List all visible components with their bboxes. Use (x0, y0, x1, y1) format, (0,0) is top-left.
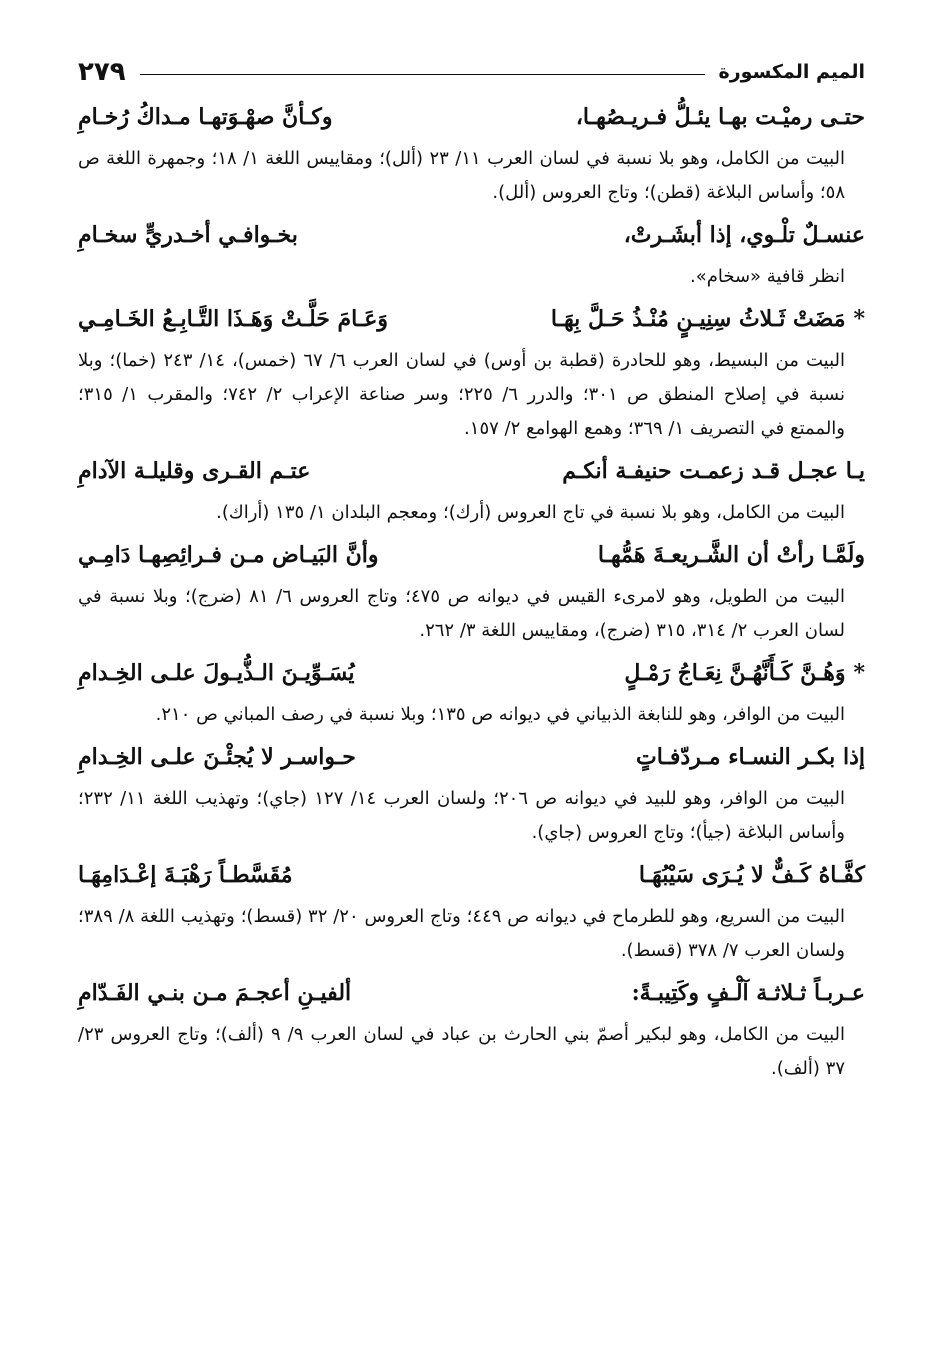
section-title: الميم المكسورة (718, 61, 865, 83)
citation-note: البيت من الكامل، وهو بلا نسبة في تاج العروس (أرك)؛ ومعجم البلدان ١/ ١٣٥ (أراك). (216, 502, 845, 523)
verse-line (78, 210, 865, 260)
first-hemistich-group (624, 222, 865, 248)
first-hemistich: مَضَتْ ثَـلاثُ سِنِيـنٍ مُنْـذُ حَـلَّ بِهَـا (550, 306, 846, 332)
entry (78, 732, 865, 850)
entry (78, 210, 865, 294)
verse-line (78, 92, 865, 142)
first-hemistich-group (598, 542, 865, 568)
citation-note: البيت من السريع، وهو للطرماح في ديوانه ص ٤٤٩؛ وتاج العروس ٢٠/ ٣٢ (قسط)؛ وتهذيب اللغة ٨/ ٣٨٩؛ ولسان العرب ٧/ ٣٧٨ (قسط). (78, 906, 845, 961)
verse-line (78, 968, 865, 1018)
page-number: ٢٧٩ (78, 57, 126, 87)
citation-note: البيت من الكامل، وهو لبكير أصمّ بني الحارث بن عباد في لسان العرب ٩/ ٩ (ألف)؛ وتاج العروس ٢٣/ ٣٧ (ألف). (78, 1024, 846, 1079)
second-hemistich: عتـم القـرى وقليلـة الآدامِ (78, 458, 311, 484)
citation-note: البيت من الكامل، وهو بلا نسبة في لسان العرب ١١/ ٢٣ (ألل)؛ ومقاييس اللغة ١/ ١٨؛ وجمهرة اللغة ص ٥٨؛ وأساس البلاغة (قطن)؛ وتاج العروس (ألل). (78, 148, 845, 203)
first-hemistich: عـربـاً ثـلاثـة آلْـفٍ وكَتِيبـةً: (631, 980, 865, 1006)
first-hemistich: يـا عجـل قـد زعمـت حنيفـة أنكـم (562, 458, 865, 484)
second-hemistich: حـواسـر لا يُجئْـنَ علـى الخِـدامِ (78, 744, 356, 770)
entry (78, 294, 865, 446)
entries-list (78, 92, 865, 1086)
verse-line (78, 446, 865, 496)
first-hemistich: حتـى رميْـت بهـا يئـلُّ فـريـصُهـا، (575, 104, 865, 130)
first-hemistich: إذا بكـر النسـاء مـردّفـاتٍ (636, 744, 865, 770)
verse-line (78, 850, 865, 900)
first-hemistich-group (624, 660, 865, 686)
citation-note: انظر قافية «سخام». (689, 266, 845, 287)
verse-line (78, 732, 865, 782)
second-hemistich: ألفيـنِ أعجـمَ مـن بنـي الفَـدّامِ (78, 980, 352, 1006)
citation-note: البيت من الوافر، وهو للبيد في ديوانه ص ٢٠٦؛ ولسان العرب ١٤/ ١٢٧ (جاي)؛ وتهذيب اللغة ١١/ ٢٣٢؛ وأساس البلاغة (جيأ)؛ وتاج العروس (جاي). (78, 788, 846, 843)
first-hemistich: عنسـلٌ تلْـوي، إذا أبشَـرتْ، (623, 222, 865, 248)
citation-note: البيت من الطويل، وهو لامرىء القيس في ديوانه ص ٤٧٥؛ وتاج العروس ٦/ ٨١ (ضرج)؛ وبلا نسبة في لسان العرب ٢/ ٣١٤، ٣١٥ (ضرج)، ومقاييس اللغة ٣/ ٢٦٢. (78, 586, 845, 641)
citation-note: البيت من الوافر، وهو للنابغة الذبياني في ديوانه ص ١٣٥؛ وبلا نسبة في رصف المباني ص ٢١٠. (155, 704, 845, 725)
second-hemistich: وأنَّ البَيـاض مـن فـرائِصِهـا دَامِـي (78, 542, 379, 568)
first-hemistich: ولَمَّـا رأتْ أن الشَّـريعـةَ هَمُّهـا (597, 542, 865, 568)
header-rule (140, 74, 705, 75)
star-marker: * (853, 306, 865, 332)
second-hemistich: بخـوافـي أخـدريٍّ سخـامِ (78, 222, 298, 248)
first-hemistich: وَهُـنَّ كَـأَنَّهُـنَّ نِعَـاجُ رَمْـلٍ (624, 660, 846, 686)
star-marker: * (853, 660, 865, 686)
first-hemistich-group (636, 744, 865, 770)
entry (78, 446, 865, 530)
verse-line (78, 648, 865, 698)
second-hemistich: وكـأنَّ صهْـوَتهـا مـداكُ رُخـامِ (78, 104, 333, 130)
running-header (78, 52, 865, 92)
verse-line (78, 294, 865, 344)
first-hemistich-group (551, 306, 865, 332)
second-hemistich: وَعَـامَ حَلَّـتْ وَهَـذَا التَّـابِـعُ الخَـامِـي (78, 306, 389, 332)
first-hemistich-group (562, 458, 865, 484)
first-hemistich-group (576, 104, 865, 130)
second-hemistich: مُقَسَّطـاً رَهْبَـةَ إعْـدَامِهَـا (78, 862, 293, 888)
first-hemistich-group (639, 862, 865, 888)
entry (78, 968, 865, 1086)
entry (78, 648, 865, 732)
entry (78, 530, 865, 648)
entry (78, 92, 865, 210)
first-hemistich-group (632, 980, 865, 1006)
citation-note: البيت من البسيط، وهو للحادرة (قطبة بن أوس) في لسان العرب ٦/ ٦٧ (خمس)، ١٤/ ٢٤٣ (خما)؛ وبلا نسبة في إصلاح المنطق ص ٣٠١؛ والدرر ٦/ ٢٢٥؛ وسر صناعة الإعراب ٢/ ٧٤٢؛ والمقرب ١/ ٣١٥؛ والممتع في التصريف ١/ ٣٦٩؛ وهمع الهوامع ٢/ ١٥٧. (78, 350, 845, 439)
entry (78, 850, 865, 968)
second-hemistich: يُسَـوِّيـنَ الـذُّيـولَ علـى الخِـدامِ (78, 660, 355, 686)
book-page (78, 52, 865, 1332)
first-hemistich: كفَّـاهُ كَـفٌّ لا يُـرَى سَيْبُهَـا (638, 862, 865, 888)
verse-line (78, 530, 865, 580)
